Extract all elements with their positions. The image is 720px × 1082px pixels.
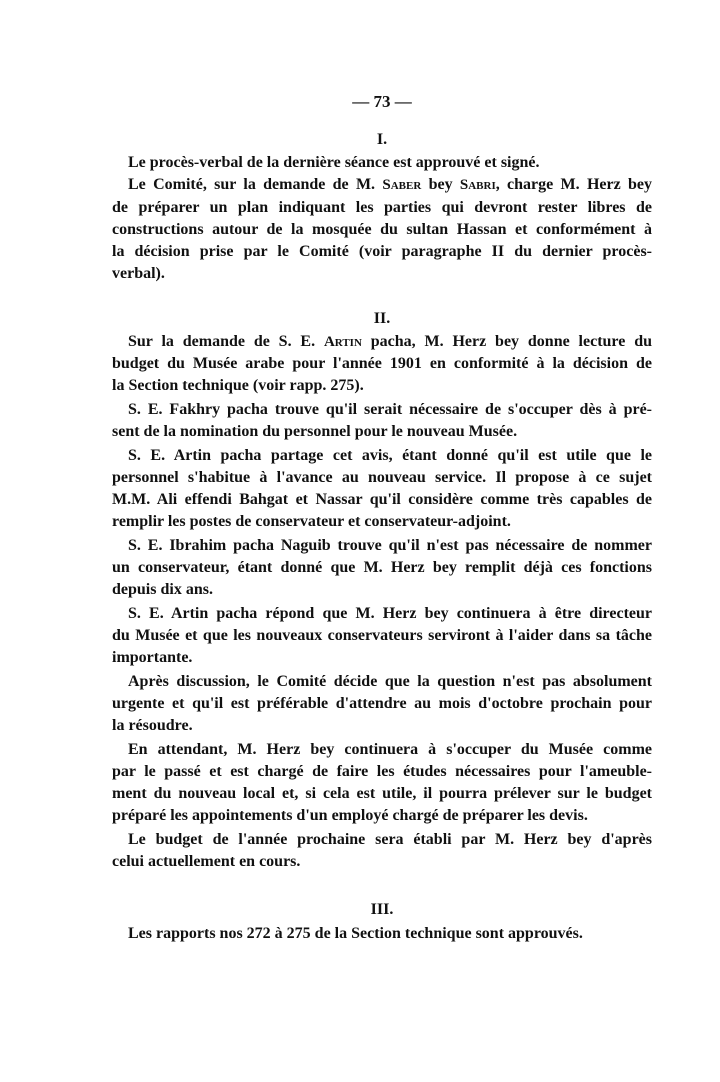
text-segment: préparé les appointements d'un employé chargé de préparer les devis. xyxy=(112,807,588,824)
text-line xyxy=(112,422,652,442)
text-segment: bey xyxy=(421,176,460,193)
text-line xyxy=(128,672,652,692)
text-line xyxy=(112,558,652,578)
text-line xyxy=(128,830,652,850)
text-segment: III. xyxy=(370,901,394,918)
text-line xyxy=(112,264,652,284)
text-segment: de préparer un plan indiquant les parties qui devront rester libres de xyxy=(112,199,652,216)
text-segment: Sur la demande de S. E. xyxy=(128,333,324,350)
text-line xyxy=(112,648,652,668)
text-segment: II. xyxy=(373,310,391,327)
section-heading xyxy=(112,309,652,329)
text-segment: M.M. Ali effendi Bahgat et Nassar qu'il considère comme très capables de xyxy=(112,491,652,508)
text-line xyxy=(128,175,652,195)
text-line xyxy=(112,354,652,374)
text-segment: celui actuellement en cours. xyxy=(112,853,301,870)
text-line xyxy=(112,220,652,240)
text-segment: ment du nouveau local et, si cela est utile, il pourra prélever sur le budget xyxy=(112,785,652,802)
text-line xyxy=(112,512,652,532)
text-line xyxy=(128,153,652,173)
text-segment: , charge M. Herz bey xyxy=(495,176,652,193)
text-segment: constructions autour de la mosquée du sultan Hassan et conformément à xyxy=(112,221,652,238)
text-segment: Le budget de l'année prochaine sera établi par M. Herz bey d'après xyxy=(128,831,652,848)
text-line xyxy=(128,536,652,556)
page-number: — 73 — xyxy=(352,92,412,111)
text-line xyxy=(128,740,652,760)
small-caps-name: Saber xyxy=(382,177,422,193)
text-segment: du Musée et que les nouveaux conservateurs serviront à l'aider dans sa tâche xyxy=(112,627,652,644)
text-line xyxy=(112,242,652,262)
text-line xyxy=(128,924,652,944)
text-line xyxy=(128,400,652,420)
text-segment: personnel s'habitue à l'avance au nouveau service. Il propose à ce sujet xyxy=(112,469,652,486)
text-line xyxy=(112,762,652,782)
section-heading xyxy=(112,900,652,920)
text-segment: Après discussion, le Comité décide que la question n'est pas absolument xyxy=(128,673,652,690)
section-heading xyxy=(112,130,652,150)
text-segment: depuis dix ans. xyxy=(112,581,213,598)
text-segment: Les rapports nos 272 à 275 de la Section technique sont approuvés. xyxy=(128,925,583,942)
text-segment: un conservateur, étant donné que M. Herz bey remplit déjà ces fonctions xyxy=(112,559,652,576)
text-segment: urgente et qu'il est préférable d'attendre au mois d'octobre prochain pour xyxy=(112,695,652,712)
text-segment: S. E. Artin pacha répond que M. Herz bey continuera à être directeur xyxy=(128,605,652,622)
text-line xyxy=(128,446,652,466)
text-line xyxy=(112,784,652,804)
text-segment: Le procès-verbal de la dernière séance est approuvé et signé. xyxy=(128,154,540,171)
text-segment: sent de la nomination du personnel pour le nouveau Musée. xyxy=(112,423,518,440)
text-line xyxy=(112,198,652,218)
small-caps-name: Artin xyxy=(323,334,362,350)
text-segment: la Section technique (voir rapp. 275). xyxy=(112,377,364,394)
small-caps-name: Sabri xyxy=(459,177,496,193)
text-segment: verbal). xyxy=(112,265,165,282)
text-segment: importante. xyxy=(112,649,193,666)
text-line xyxy=(128,604,652,624)
text-segment: pacha, M. Herz bey donne lecture du xyxy=(361,333,652,350)
text-line xyxy=(112,490,652,510)
text-line xyxy=(128,332,652,352)
text-line xyxy=(112,376,652,396)
text-segment: la décision prise par le Comité (voir paragraphe II du dernier procès- xyxy=(112,243,652,260)
text-segment: la résoudre. xyxy=(112,717,193,734)
text-segment: S. E. Ibrahim pacha Naguib trouve qu'il n'est pas nécessaire de nommer xyxy=(128,537,652,554)
text-segment: S. E. Fakhry pacha trouve qu'il serait nécessaire de s'occuper dès à pré- xyxy=(128,401,652,418)
text-segment: S. E. Artin pacha partage cet avis, étant donné qu'il est utile que le xyxy=(128,447,652,464)
text-line xyxy=(112,694,652,714)
text-line xyxy=(112,716,652,736)
text-segment: I. xyxy=(376,131,388,148)
text-line xyxy=(112,468,652,488)
text-line xyxy=(112,852,652,872)
text-segment: Le Comité, sur la demande de M. xyxy=(128,176,383,193)
text-line xyxy=(112,580,652,600)
text-segment: par le passé et est chargé de faire les études nécessaires pour l'ameuble- xyxy=(112,763,652,780)
text-line xyxy=(112,806,652,826)
text-segment: remplir les postes de conservateur et conservateur-adjoint. xyxy=(112,513,511,530)
text-segment: budget du Musée arabe pour l'année 1901 en conformité à la décision de xyxy=(112,355,652,372)
text-line xyxy=(112,626,652,646)
text-segment: En attendant, M. Herz bey continuera à s'occuper du Musée comme xyxy=(128,741,652,758)
